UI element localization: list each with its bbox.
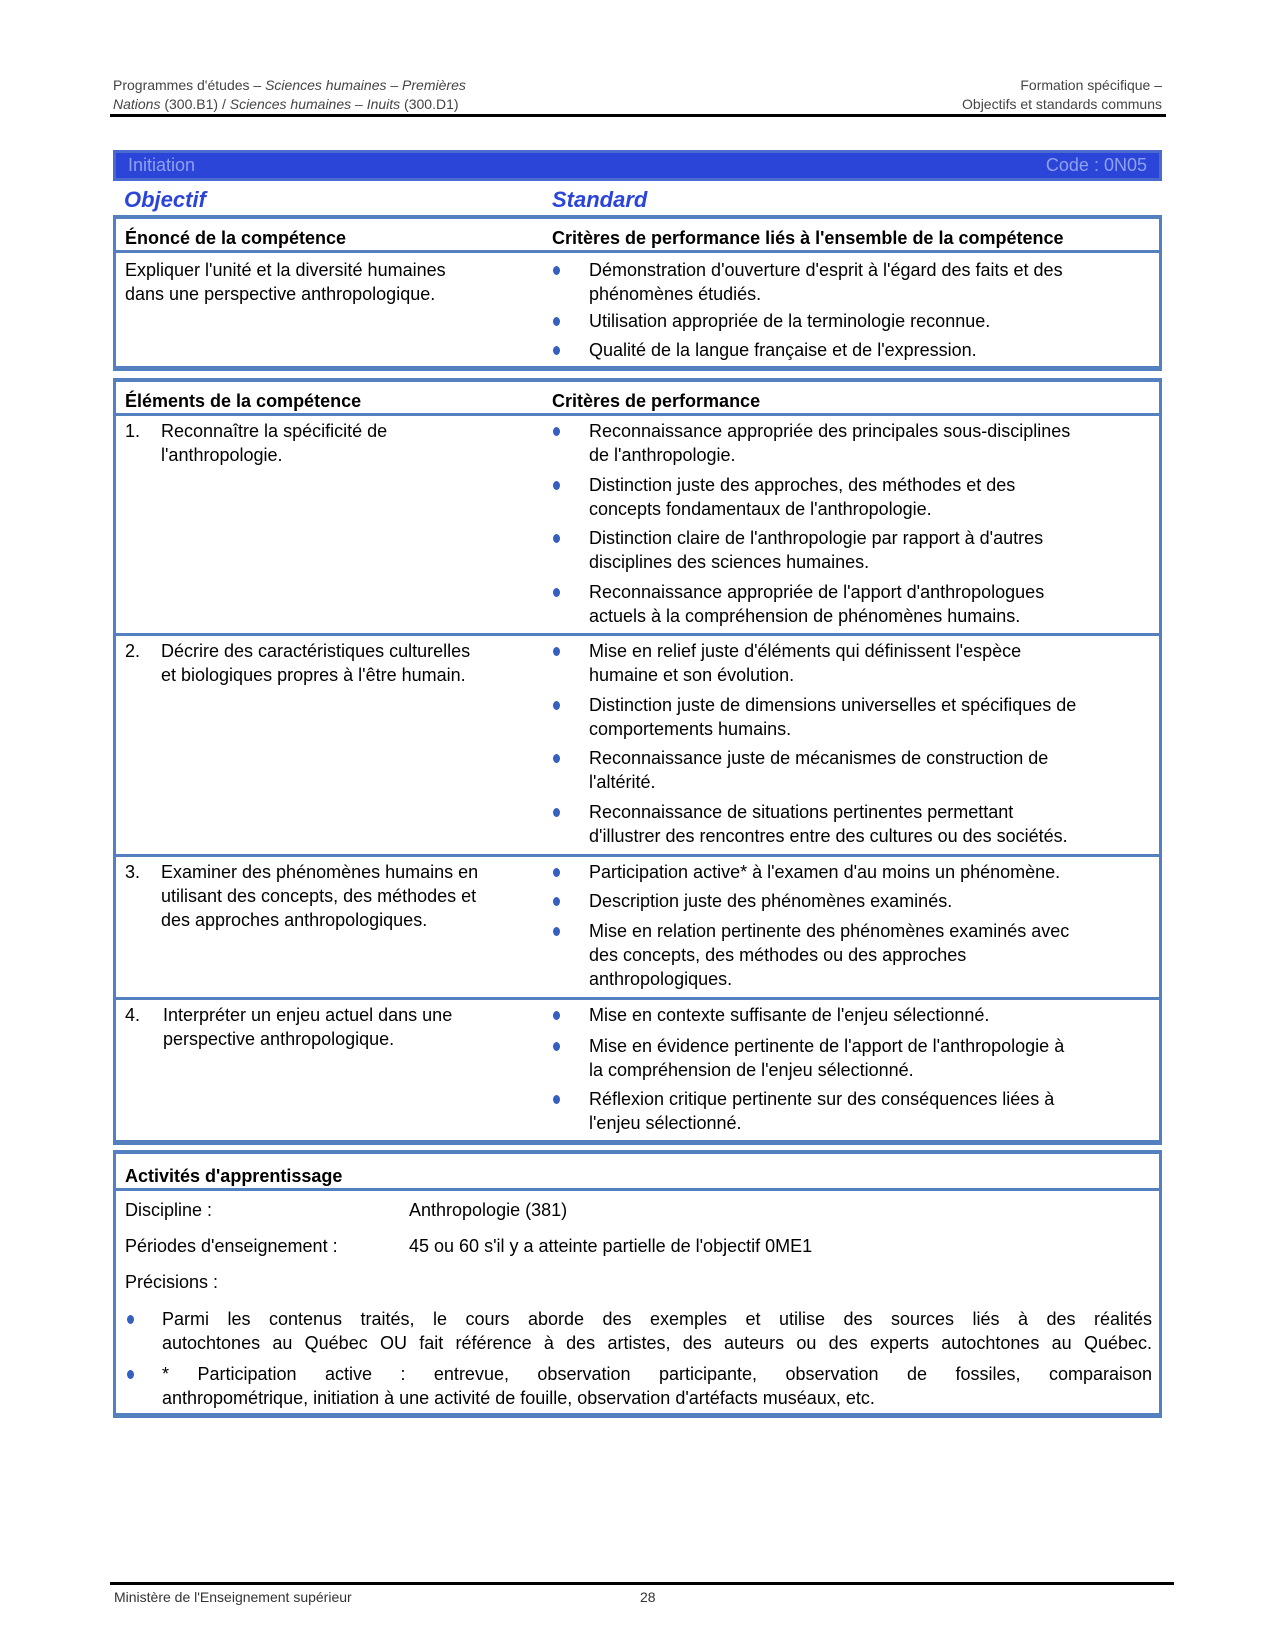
bullet-icon <box>553 1042 560 1051</box>
course-title-bar <box>113 150 1162 181</box>
criterion: Réflexion critique pertinente sur des conséquences liées à <box>589 1089 1055 1109</box>
divider <box>116 413 1159 416</box>
header-program-code: (300.B1) / <box>160 96 230 112</box>
bullet-icon <box>553 317 560 326</box>
divider <box>116 1188 1159 1191</box>
precision-text: anthropométrique, initiation à une activité de fouille, observation d'artéfacts muséaux, etc. <box>162 1388 875 1408</box>
code-label: Code : <box>1045 155 1099 175</box>
row-divider <box>116 997 1159 1000</box>
footer-rule <box>110 1582 1174 1585</box>
bullet-icon <box>553 427 560 436</box>
bullet-icon <box>553 927 560 936</box>
criterion: Démonstration d'ouverture d'esprit à l'égard des faits et des <box>589 260 1063 280</box>
competence-statement-table <box>113 215 1162 371</box>
criterion: des concepts, des méthodes ou des approches <box>589 945 967 965</box>
element-text: Interpréter un enjeu actuel dans une <box>163 1005 453 1025</box>
criterion: de l'anthropologie. <box>589 445 736 465</box>
footer-publisher: Ministère de l'Enseignement supérieur <box>114 1589 352 1605</box>
discipline-label: Discipline : <box>125 1200 213 1220</box>
element-number: 2. <box>125 641 141 661</box>
element-text: Reconnaître la spécificité de <box>161 421 388 441</box>
criterion: humaine et son évolution. <box>589 665 795 685</box>
header-program-code: (300.D1) <box>400 96 459 112</box>
page-number: 28 <box>640 1589 656 1605</box>
criterion: concepts fondamentaux de l'anthropologie. <box>589 499 932 519</box>
bullet-icon <box>553 266 560 275</box>
bullet-icon <box>553 481 560 490</box>
bullet-icon <box>127 1315 134 1324</box>
criterion: comportements humains. <box>589 719 792 739</box>
periods-label: Périodes d'enseignement : <box>125 1236 338 1256</box>
criterion: Mise en contexte suffisante de l'enjeu sélectionné. <box>589 1005 990 1025</box>
column-header-statement: Énoncé de la compétence <box>125 228 347 248</box>
element-text: et biologiques propres à l'être humain. <box>161 665 466 685</box>
running-header-left-line1 <box>113 77 466 93</box>
bullet-icon <box>553 701 560 710</box>
element-number: 1. <box>125 421 141 441</box>
standard-label: Standard <box>552 187 648 212</box>
column-header-global-criteria: Critères de performance liés à l'ensemble de la compétence <box>552 228 1064 248</box>
periods-value: 45 ou 60 s'il y a atteinte partielle de l'objectif 0ME1 <box>409 1236 813 1256</box>
bullet-icon <box>553 1095 560 1104</box>
element-text: Décrire des caractéristiques culturelles <box>161 641 471 661</box>
discipline-value: Anthropologie (381) <box>409 1200 568 1220</box>
row-divider <box>116 854 1159 857</box>
criterion: disciplines des sciences humaines. <box>589 552 870 572</box>
bullet-icon <box>553 588 560 597</box>
criterion: Utilisation appropriée de la terminologie reconnue. <box>589 311 991 331</box>
bullet-icon <box>553 754 560 763</box>
criterion: d'illustrer des rencontres entre des cultures ou des sociétés. <box>589 826 1068 846</box>
precisions-label: Précisions : <box>125 1272 219 1292</box>
bullet-icon <box>127 1370 134 1379</box>
competence-statement: dans une perspective anthropologique. <box>125 284 436 304</box>
header-rule <box>110 114 1166 117</box>
criterion: Mise en relief juste d'éléments qui définissent l'espèce <box>589 641 1022 661</box>
element-number: 3. <box>125 862 141 882</box>
running-header-right-line2: Objectifs et standards communs <box>962 96 1162 112</box>
divider <box>116 250 1159 253</box>
header-program-name: Sciences humaines – Inuits <box>229 96 401 112</box>
course-title: Initiation <box>128 155 196 175</box>
running-header-right-line1: Formation spécifique – <box>1020 77 1162 93</box>
bullet-icon <box>553 808 560 817</box>
criterion: phénomènes étudiés. <box>589 284 762 304</box>
element-text: perspective anthropologique. <box>163 1029 395 1049</box>
bullet-icon <box>553 1011 560 1020</box>
competence-statement: Expliquer l'unité et la diversité humaines <box>125 260 446 280</box>
code-value: 0N05 <box>1103 155 1147 175</box>
criterion: Mise en évidence pertinente de l'apport de l'anthropologie à <box>589 1036 1065 1056</box>
criterion: Mise en relation pertinente des phénomènes examinés avec <box>589 921 1070 941</box>
bullet-icon <box>553 647 560 656</box>
criterion: l'enjeu sélectionné. <box>589 1113 742 1133</box>
criterion: Reconnaissance appropriée des principales sous-disciplines <box>589 421 1071 441</box>
criterion: actuels à la compréhension de phénomènes humains. <box>589 606 1021 626</box>
criterion: Distinction juste de dimensions universelles et spécifiques de <box>589 695 1077 715</box>
header-text: Programmes d'études – <box>113 77 266 93</box>
course-code <box>1046 155 1147 176</box>
criterion: Distinction juste des approches, des méthodes et des <box>589 475 1016 495</box>
activities-header: Activités d'apprentissage <box>125 1166 343 1186</box>
bullet-icon <box>553 346 560 355</box>
column-header-criteria: Critères de performance <box>552 391 761 411</box>
criterion: Qualité de la langue française et de l'expression. <box>589 340 977 360</box>
column-header-elements: Éléments de la compétence <box>125 391 362 411</box>
running-header-left-line2 <box>113 96 459 112</box>
criterion: Description juste des phénomènes examinés. <box>589 891 953 911</box>
element-text: des approches anthropologiques. <box>161 910 428 930</box>
bullet-icon <box>553 868 560 877</box>
header-program-name: Nations <box>113 96 161 112</box>
element-text: l'anthropologie. <box>161 445 283 465</box>
criterion: Distinction claire de l'anthropologie par rapport à d'autres <box>589 528 1044 548</box>
criterion: l'altérité. <box>589 772 656 792</box>
precision-text: * Participation active : entrevue, observation participante, observation de fossiles, comparaison <box>162 1364 1152 1384</box>
precision-text: Parmi les contenus traités, le cours aborde des exemples et utilise des sources liés à des réalités <box>162 1309 1152 1329</box>
criterion: Reconnaissance juste de mécanismes de construction de <box>589 748 1049 768</box>
competence-elements-table <box>113 378 1162 1145</box>
header-program-name: Sciences humaines – Premières <box>265 77 466 93</box>
bullet-icon <box>553 897 560 906</box>
element-number: 4. <box>125 1005 141 1025</box>
precision-text: autochtones au Québec OU fait référence à des artistes, des auteurs ou des experts autochtones au Québec. <box>162 1333 1152 1353</box>
element-text: utilisant des concepts, des méthodes et <box>161 886 477 906</box>
row-divider <box>116 633 1159 636</box>
element-text: Examiner des phénomènes humains en <box>161 862 479 882</box>
criterion: la compréhension de l'enjeu sélectionné. <box>589 1060 914 1080</box>
bullet-icon <box>553 534 560 543</box>
criterion: Reconnaissance appropriée de l'apport d'anthropologues <box>589 582 1045 602</box>
objectif-label: Objectif <box>124 187 206 212</box>
learning-activities-table <box>113 1150 1162 1418</box>
criterion: anthropologiques. <box>589 969 733 989</box>
criterion: Participation active* à l'examen d'au moins un phénomène. <box>589 862 1061 882</box>
criterion: Reconnaissance de situations pertinentes permettant <box>589 802 1014 822</box>
